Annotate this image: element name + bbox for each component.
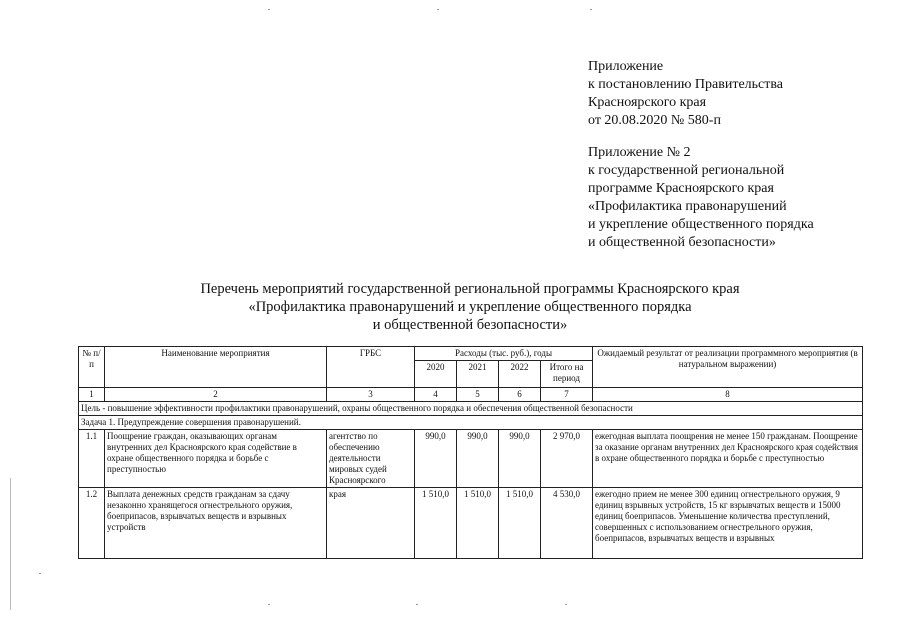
title-line: Перечень мероприятий государственной региональной программы Красноярского края	[200, 281, 740, 297]
attachment-line: от 20.08.2020 № 580-п	[588, 113, 721, 128]
header-row	[79, 347, 863, 361]
header-num: № п/п	[79, 347, 105, 388]
title-line: и общественной безопасности»	[372, 317, 568, 333]
row-num: 1.2	[79, 488, 105, 559]
row-grbs: края	[327, 488, 415, 559]
attachment-line: Красноярского края	[588, 95, 707, 110]
document-title	[120, 280, 820, 334]
row-value-2021: 1 510,0	[457, 488, 499, 559]
header-grbs: ГРБС	[327, 347, 415, 388]
scan-speck	[437, 9, 439, 10]
row-result: ежегодная выплата поощрения не менее 150 гражданам. Поощрение за оказание органам внутренних дел Красноярского края содействия в охране общественного порядка и борьбе с преступностью	[593, 430, 863, 488]
scan-speck	[590, 9, 592, 10]
row-total: 4 530,0	[541, 488, 593, 559]
column-number: 7	[541, 388, 593, 402]
table-row	[79, 430, 863, 488]
attachment-block-2	[588, 144, 814, 252]
attachment-line: «Профилактика правонарушений	[588, 199, 787, 214]
goal-row	[79, 402, 863, 416]
row-total: 2 970,0	[541, 430, 593, 488]
scan-speck	[565, 604, 567, 605]
attachment-block-1	[588, 58, 783, 130]
header-year-2022: 2022	[499, 361, 541, 388]
column-numbers-row	[79, 388, 863, 402]
scan-speck	[416, 604, 418, 605]
row-value-2020: 1 510,0	[415, 488, 457, 559]
column-number: 5	[457, 388, 499, 402]
row-name: Поощрение граждан, оказывающих органам внутренних дел Красноярского края содействие в охране общественного порядка и борьбе с преступностью	[105, 430, 327, 488]
scan-speck	[268, 9, 270, 10]
row-value-2022: 1 510,0	[499, 488, 541, 559]
attachment-line: к государственной региональной	[588, 163, 785, 178]
row-name: Выплата денежных средств гражданам за сдачу незаконно хранящегося огнестрельного оружия, боеприпасов, взрывчатых веществ и взрывных устройств	[105, 488, 327, 559]
row-value-2021: 990,0	[457, 430, 499, 488]
attachment-line: и общественной безопасности»	[588, 235, 776, 250]
task-text: Задача 1. Предупреждение совершения правонарушений.	[79, 416, 863, 430]
header-year-2021: 2021	[457, 361, 499, 388]
column-number: 3	[327, 388, 415, 402]
header-year-2020: 2020	[415, 361, 457, 388]
attachment-line: и укрепление общественного порядка	[588, 217, 814, 232]
header-name: Наименование мероприятия	[105, 347, 327, 388]
goal-text: Цель - повышение эффективности профилактики правонарушений, охраны общественного порядка и обеспечения общественной безопасности	[79, 402, 863, 416]
attachment-line: к постановлению Правительства	[588, 77, 784, 92]
header-result: Ожидаемый результат от реализации программного мероприятия (в натуральном выражении)	[593, 347, 863, 388]
scan-speck	[268, 604, 270, 605]
scan-speck	[39, 573, 41, 574]
attachment-line: программе Красноярского края	[588, 181, 774, 196]
table-row	[79, 488, 863, 559]
column-number: 4	[415, 388, 457, 402]
task-row	[79, 416, 863, 430]
column-number: 1	[79, 388, 105, 402]
header-expenses: Расходы (тыс. руб.), годы	[415, 347, 593, 361]
attachment-line: Приложение № 2	[588, 145, 691, 160]
row-num: 1.1	[79, 430, 105, 488]
row-value-2022: 990,0	[499, 430, 541, 488]
attachment-line: Приложение	[588, 59, 664, 74]
measures-table	[78, 346, 863, 559]
column-number: 8	[593, 388, 863, 402]
row-value-2020: 990,0	[415, 430, 457, 488]
scan-edge-line	[10, 478, 11, 610]
row-grbs: агентство по обеспечению деятельности мировых судей Красноярского	[327, 430, 415, 488]
row-result: ежегодно прием не менее 300 единиц огнестрельного оружия, 9 единиц взрывных устройств, 15 кг взрывчатых веществ и 15000 единиц боеприпасов. Уменьшение количества преступлений, совершенных с использованием огнестрельного оружия, боеприпасов, взрывчатых веществ и взрывных	[593, 488, 863, 559]
header-total: Итого на период	[541, 361, 593, 388]
column-number: 2	[105, 388, 327, 402]
title-line: «Профилактика правонарушений и укрепление общественного порядка	[248, 299, 692, 315]
column-number: 6	[499, 388, 541, 402]
